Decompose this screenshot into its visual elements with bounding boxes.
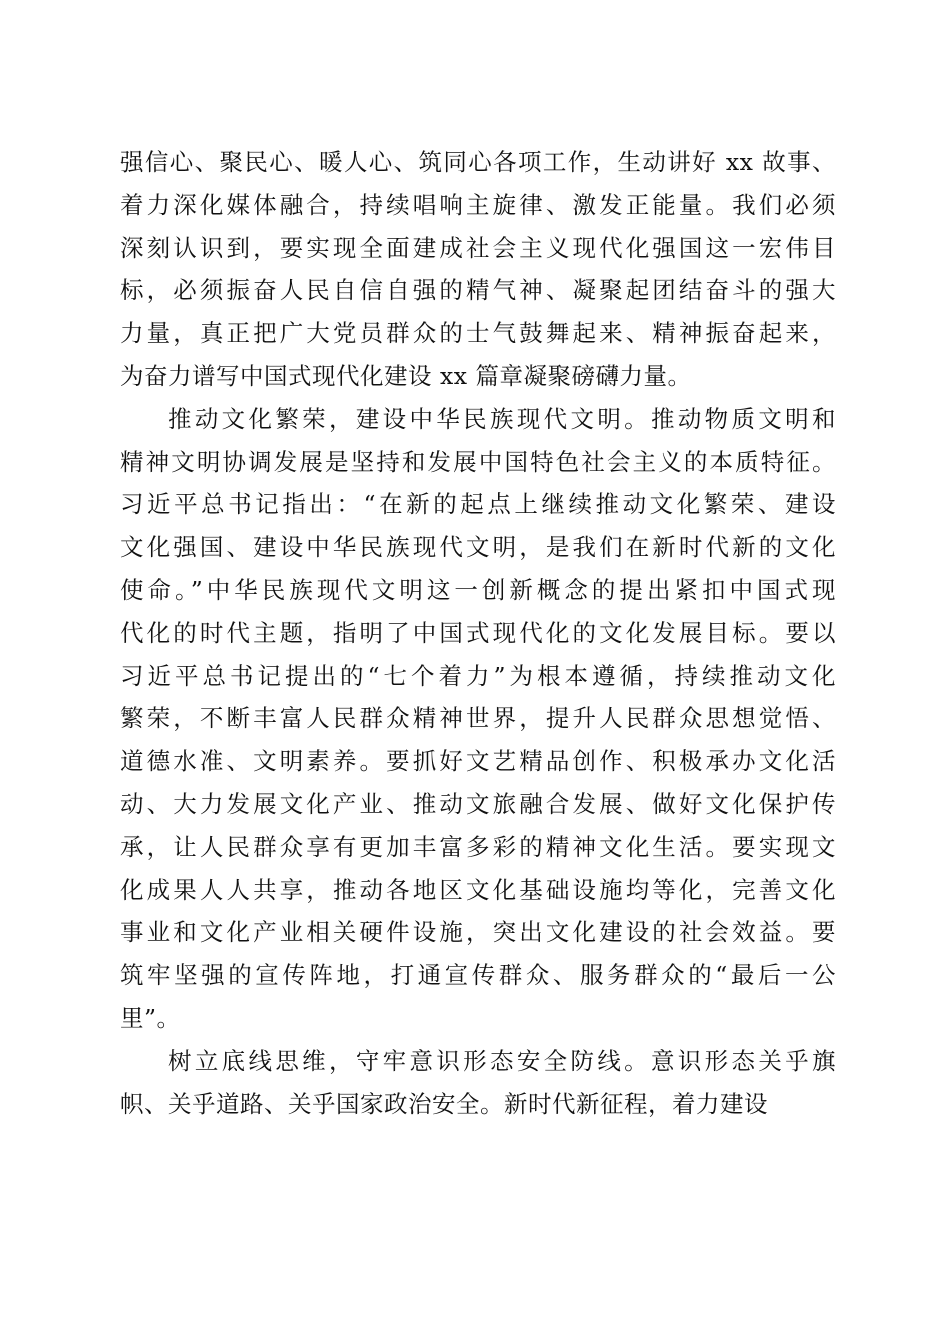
text-line: 精神文明协调发展是坚持和发展中国特色社会主义的本质特征。 <box>120 447 836 476</box>
text-line: 代化的时代主题，指明了中国式现代化的文化发展目标。要以 <box>120 618 836 647</box>
text-line: 里”。 <box>120 1003 181 1032</box>
text-line: 使命。”中华民族现代文明这一创新概念的提出紧扣中国式现 <box>120 575 836 604</box>
text-line: 树立底线思维，守牢意识形态安全防线。意识形态关乎旗 <box>168 1046 836 1075</box>
text-line: 动、大力发展文化产业、推动文旅融合发展、做好文化保护传 <box>120 789 836 818</box>
paragraph <box>120 141 836 398</box>
paragraph <box>120 398 836 1040</box>
text-line: 繁荣，不断丰富人民群众精神世界，提升人民群众思想觉悟、 <box>120 704 836 733</box>
text-line: 标，必须振奋人民自信自强的精气神、凝聚起团结奋斗的强大 <box>120 276 836 305</box>
text-line: 为奋力谱写中国式现代化建设 xx 篇章凝聚磅礴力量。 <box>120 361 692 390</box>
text-line: 筑牢坚强的宣传阵地，打通宣传群众、服务群众的“最后一公 <box>120 961 836 990</box>
text-line: 道德水准、文明素养。要抓好文艺精品创作、积极承办文化活 <box>120 747 836 776</box>
text-line: 习近平总书记提出的“七个着力”为根本遵循，持续推动文化 <box>120 661 836 690</box>
text-line: 推动文化繁荣，建设中华民族现代文明。推动物质文明和 <box>168 404 836 433</box>
text-line: 事业和文化产业相关硬件设施，突出文化建设的社会效益。要 <box>120 918 836 947</box>
text-line: 习近平总书记指出：“在新的起点上继续推动文化繁荣、建设 <box>120 490 836 519</box>
text-line: 文化强国、建设中华民族现代文明，是我们在新时代新的文化 <box>120 533 836 562</box>
paragraph <box>120 1040 836 1126</box>
text-line: 强信心、聚民心、暖人心、筑同心各项工作，生动讲好 xx 故事、 <box>120 148 836 176</box>
text-line: 帜、关乎道路、关乎国家政治安全。新时代新征程，着力建设 <box>120 1089 768 1118</box>
text-line: 深刻认识到，要实现全面建成社会主义现代化强国这一宏伟目 <box>120 233 836 262</box>
text-line: 承，让人民群众享有更加丰富多彩的精神文化生活。要实现文 <box>120 832 836 861</box>
text-line: 着力深化媒体融合，持续唱响主旋律、激发正能量。我们必须 <box>120 190 836 219</box>
text-line: 化成果人人共享，推动各地区文化基础设施均等化，完善文化 <box>120 875 836 904</box>
text-line: 力量，真正把广大党员群众的士气鼓舞起来、精神振奋起来， <box>120 319 836 348</box>
document-body <box>120 141 836 1125</box>
